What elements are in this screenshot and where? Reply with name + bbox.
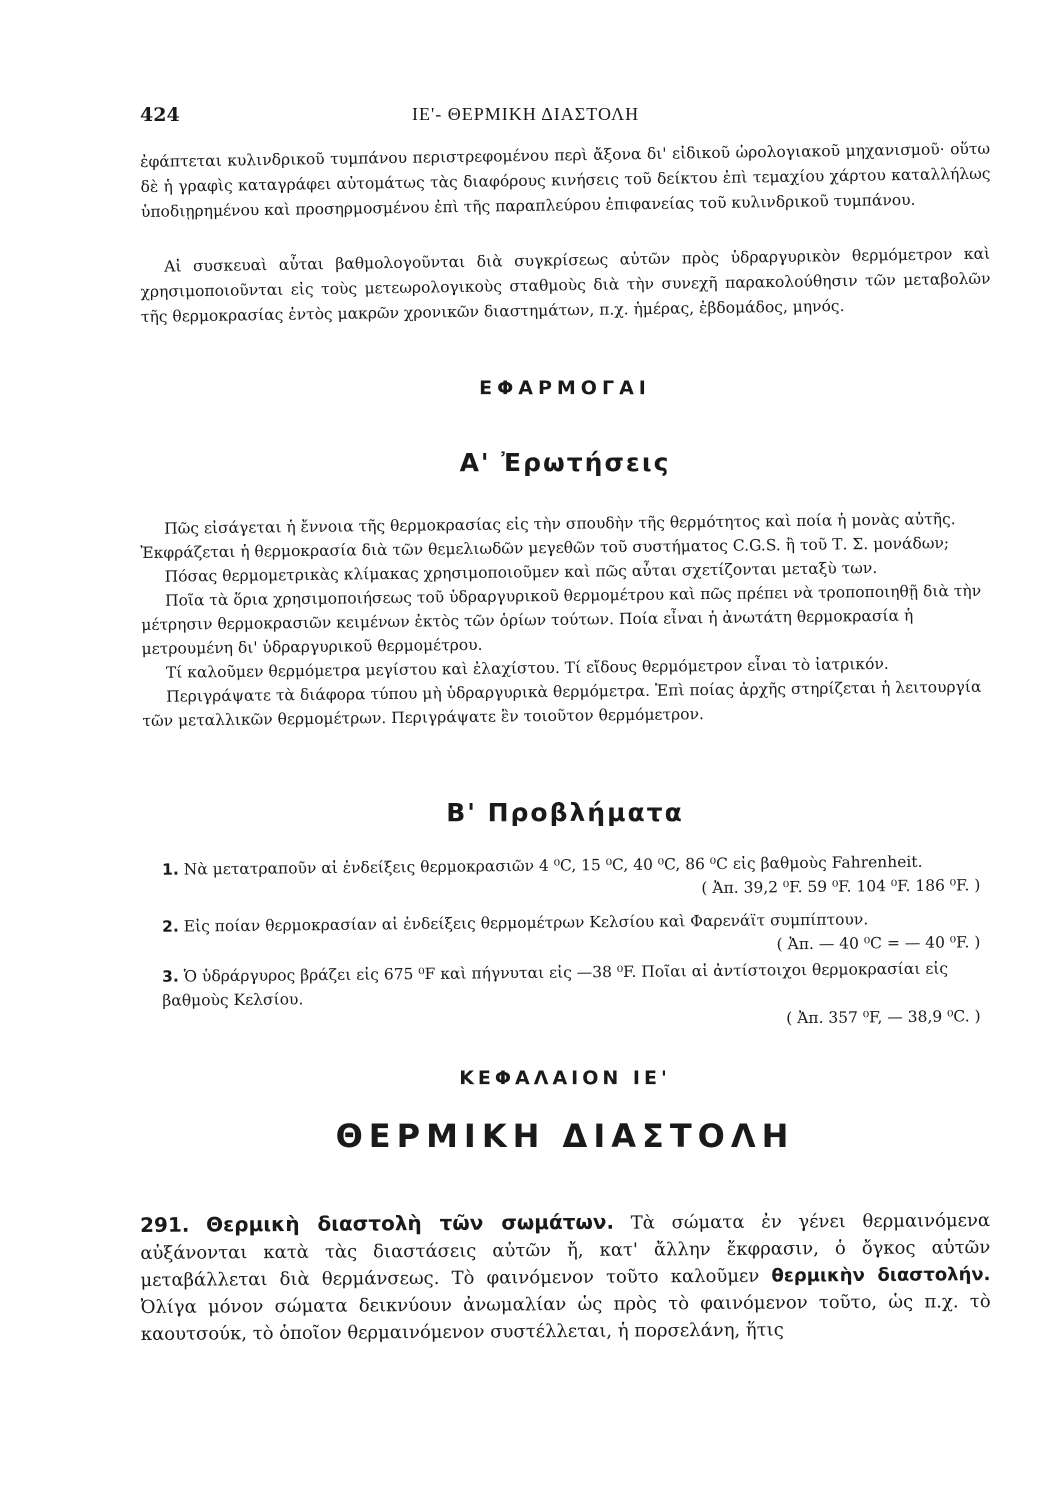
question-item: Περιγράψατε τὰ διάφορα τύπου μὴ ὑδραργυρικὰ θερμόμετρα. Ἐπὶ ποίας ἀρχῆς στηρίζεται ἡ λειτουργία τῶν μεταλλικῶν θερμομέτρων. Περιγράψατε ἓν τοιοῦτον θερμόμετρον. (142, 677, 982, 730)
chapter-title: ΘΕΡΜΙΚΗ ΔΙΑΣΤΟΛΗ (335, 1117, 795, 1155)
chapter-label: ΚΕΦΑΛΑΙΟΝ ΙΕ' (459, 1067, 671, 1089)
problem-item (140, 849, 990, 906)
page-header (140, 104, 990, 134)
section-title: Θερμικὴ διαστολὴ τῶν σωμάτων. (206, 1209, 615, 1237)
question-item: Ποῖα τὰ ὅρια χρησιμοποιήσεως τοῦ ὑδραργυρικοῦ θερμομέτρου καὶ πῶς πρέπει νὰ τροποποιηθῇ διὰ τὴν μέτρησιν θερμοκρασιῶν κειμένων ἐκτὸς τῶν ὁρίων τούτων. Ποία εἶναι ἡ ἀνωτάτη θερμοκρασία ἡ μετρουμένη δι' ὑδραργυρικοῦ θερμομέτρου. (141, 581, 982, 658)
questions-heading: Α' Ἐρωτήσεις (459, 448, 671, 477)
problem-answer: ( Ἀπ. — 40 ⁰C = — 40 ⁰F. ) (776, 933, 981, 954)
problem-text: Ὁ ὑδράργυρος βράζει εἰς 675 ⁰F καὶ πήγνυται εἰς —38 ⁰F. Ποῖαι αἱ ἀντίστοιχοι θερμοκρασίαι εἰς βαθμοὺς Κελσίου. (162, 959, 949, 1010)
question-item: Τί καλοῦμεν θερμόμετρα μεγίστου καὶ ἐλαχίστου. Τί εἴδους θερμόμετρον εἶναι τὸ ἰατρικόν. (165, 654, 889, 682)
section-text-b: Ὀλίγα μόνον σώματα δεικνύουν ἀνωμαλίαν ὡς πρὸς τὸ φαινόμενον τοῦτο, ὡς π.χ. τὸ καουτσούκ, τὸ ὁποῖον θερμαινόμενον συστέλλεται, ἡ πορσελάνη, ἥτις (140, 1291, 991, 1345)
problems-heading: Β' Προβλήματα (446, 798, 684, 827)
questions-list (140, 507, 993, 733)
problem-text: Εἰς ποίαν θερμοκρασίαν αἱ ἐνδείξεις θερμομέτρων Κελσίου καὶ Φαρενάϊτ συμπίπτουν. (183, 910, 869, 936)
problem-text: Νὰ μετατραποῦν αἱ ἐνδείξεις θερμοκρασιῶν 4 ⁰C, 15 ⁰C, 40 ⁰C, 86 ⁰C εἰς βαθμοὺς Fahrenheit. (183, 852, 923, 879)
problem-number: 2. (162, 917, 179, 936)
section-term: θερμικὴν διαστολήν. (771, 1264, 991, 1287)
intro-paragraph-1: ἐφάπτεται κυλινδρικοῦ τυμπάνου περιστρεφομένου περὶ ἄξονα δι' εἰδικοῦ ὡρολογιακοῦ μηχανισμοῦ· οὕτω δὲ ἡ γραφὶς καταγράφει αὐτομάτως τὰς διαφόρους κινήσεις τοῦ δείκτου ἐπὶ τεμαχίου χάρτου καταλλήλως ὑποδιῃρημένου καὶ προσηρμοσμένου ἐπὶ τῆς παραπλεύρου ἐπιφανείας τοῦ κυλινδρικοῦ τυμπάνου. (140, 139, 991, 221)
question-item: Πόσας θερμομετρικὰς κλίμακας χρησιμοποιοῦμεν καὶ πῶς αὗται σχετίζονται μεταξὺ των. (164, 558, 878, 586)
problem-number: 1. (162, 860, 179, 879)
section-text-a: Τὰ σώματα ἐν γένει θερμαινόμενα αὐξάνονται κατὰ τὰς διαστάσεις αὐτῶν ἤ, κατ' ἄλλην ἔκφρασιν, ὁ ὄγκος αὐτῶν μεταβάλλεται διὰ θερμάνσεως. Τὸ φαινόμενον τοῦτο καλοῦμεν (140, 1210, 991, 1291)
problem-item (140, 906, 990, 963)
problem-answer: ( Ἀπ. 39,2 ⁰F. 59 ⁰F. 104 ⁰F. 186 ⁰F. ) (701, 876, 981, 898)
applications-heading: ΕΦΑΡΜΟΓΑΙ (479, 377, 651, 399)
problem-answer: ( Ἀπ. 357 ⁰F, — 38,9 ⁰C. ) (786, 1007, 981, 1028)
page-number: 424 (140, 104, 180, 126)
running-title: ΙΕ'- ΘΕΡΜΙΚΗ ΔΙΑΣΤΟΛΗ (412, 104, 640, 124)
section-291 (140, 1206, 991, 1348)
intro-paragraph-2: Αἱ συσκευαὶ αὗται βαθμολογοῦνται διὰ συγκρίσεως αὐτῶν πρὸς ὑδραργυρικὸν θερμόμετρον καὶ χρησιμοποιοῦνται εἰς τοὺς μετεωρολογικοὺς σταθμοὺς διὰ τὴν συνεχῆ παρακολούθησιν τῶν μεταβολῶν τῆς θερμοκρασίας ἐντὸς μακρῶν χρονικῶν διαστημάτων, π.χ. ἡμέρας, ἑβδομάδος, μηνός. (140, 244, 991, 326)
problem-number: 3. (162, 967, 179, 986)
question-item: Πῶς εἰσάγεται ἡ ἔννοια τῆς θερμοκρασίας εἰς τὴν σπουδὴν τῆς θερμότητος καὶ ποία ἡ μονὰς αὐτῆς. Ἐκφράζεται ἡ θερμοκρασία διὰ τῶν θεμελιωδῶν μεγεθῶν τοῦ συστήματος C.G.S. ἢ τοῦ Τ. Σ. μονάδων; (140, 510, 956, 562)
section-number: 291. (140, 1212, 190, 1237)
problem-item (140, 956, 991, 1037)
